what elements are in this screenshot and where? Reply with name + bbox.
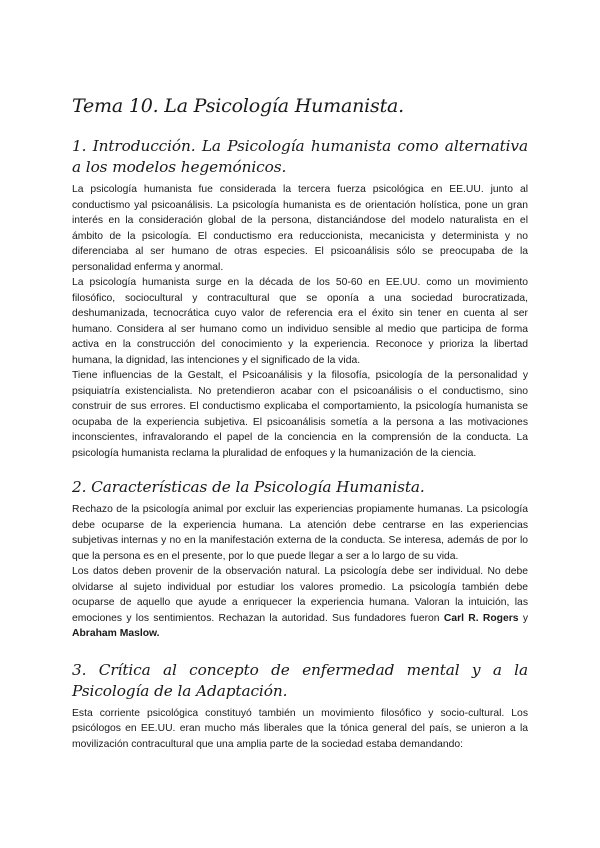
paragraph: La psicología humanista surge en la década de los 50-60 en EE.UU. como un movimiento filosófico, sociocultural y contracultural que se oponía a una sociedad burocratizada, deshumanizada, tecnocrática cuyo valor de referencia era el éxito sin tener en cuenta al ser humano. Considera al ser humano como un individuo sensible al medio que participa de forma activa en la construcción del conocimiento y la experiencia. Reconoce y prioriza la libertad humana, la dignidad, las intenciones y el significado de la vida. [72, 277, 528, 366]
page-title: Tema 10. La Psicología Humanista. [72, 95, 404, 117]
paragraph-founders [72, 564, 528, 642]
conjunction: y [518, 612, 528, 624]
paragraph: La psicología humanista fue considerada la tercera fuerza psicológica en EE.UU. junto al conductismo yal psicoanálisis. La psicología humanista es de orientación holística, pone un gran interés en la consideración global de la persona, distanciándose del modelo naturalista en el ámbito de la psicología. El conductismo era reduccionista, mecanicista y determinista y no diferenciaba al ser humano de otras especies. El psicoanálisis sólo se preocupaba de la personalidad enferma y anormal. [72, 184, 528, 273]
founder-rogers: Carl R. Rogers [443, 612, 519, 624]
founder-maslow: Abraham Maslow. [72, 628, 160, 639]
paragraph: Tiene influencias de la Gestalt, el Psicoanálisis y la filosofía, psicología de la personalidad y psiquiatría existencialista. No pretendieron acabar con el psicoanálisis o el conductismo, sino construir de sus errores. El conductismo explicaba el comportamiento, la psicología humanista se ocupaba de la experiencia subjetiva. El psicoanálisis sometía a la persona a las motivaciones inconscientes, infravalorando el papel de la conciencia en la comprensión de la conducta. La psicología humanista reclama la pluralidad de enfoques y la humanización de la ciencia. [72, 370, 528, 459]
paragraph-text: Los datos deben provenir de la observación natural. La psicología debe ser individual. No debe olvidarse al sujeto individual por estudiar los valores promedio. La psicología también debe ocuparse de aquello que ayude a enriquecer la experiencia humana. Valoran la intuición, las emociones y los sentimientos. Rechazan la autoridad. Sus fundadores fueron [72, 566, 528, 624]
section-heading-critica: 3. Crítica al concepto de enfermedad mental y a la Psicología de la Adaptación. [72, 660, 528, 700]
section-heading-caracteristicas: 2. Características de la Psicología Humanista. [72, 478, 425, 496]
section-heading-introduccion: 1. Introducción. La Psicología humanista como alternativa a los modelos hegemónicos. [72, 137, 528, 176]
paragraph: Rechazo de la psicología animal por excluir las experiencias propiamente humanas. La psicología debe ocuparse de la experiencia humana. La atención debe centrarse en las experiencias subjetivas internas y no en la manifestación externa de la conducta. Se interesa, además de por lo que la persona es en el presente, por lo que puede llegar a ser a lo largo de su vida. [72, 504, 528, 562]
paragraph: Esta corriente psicológica constituyó también un movimiento filosófico y socio-cultural. Los psicólogos en EE.UU. eran mucho más liberales que la tónica general del país, se unieron a la movilización contracultural que una amplia parte de la sociedad estaba demandando: [72, 707, 528, 750]
